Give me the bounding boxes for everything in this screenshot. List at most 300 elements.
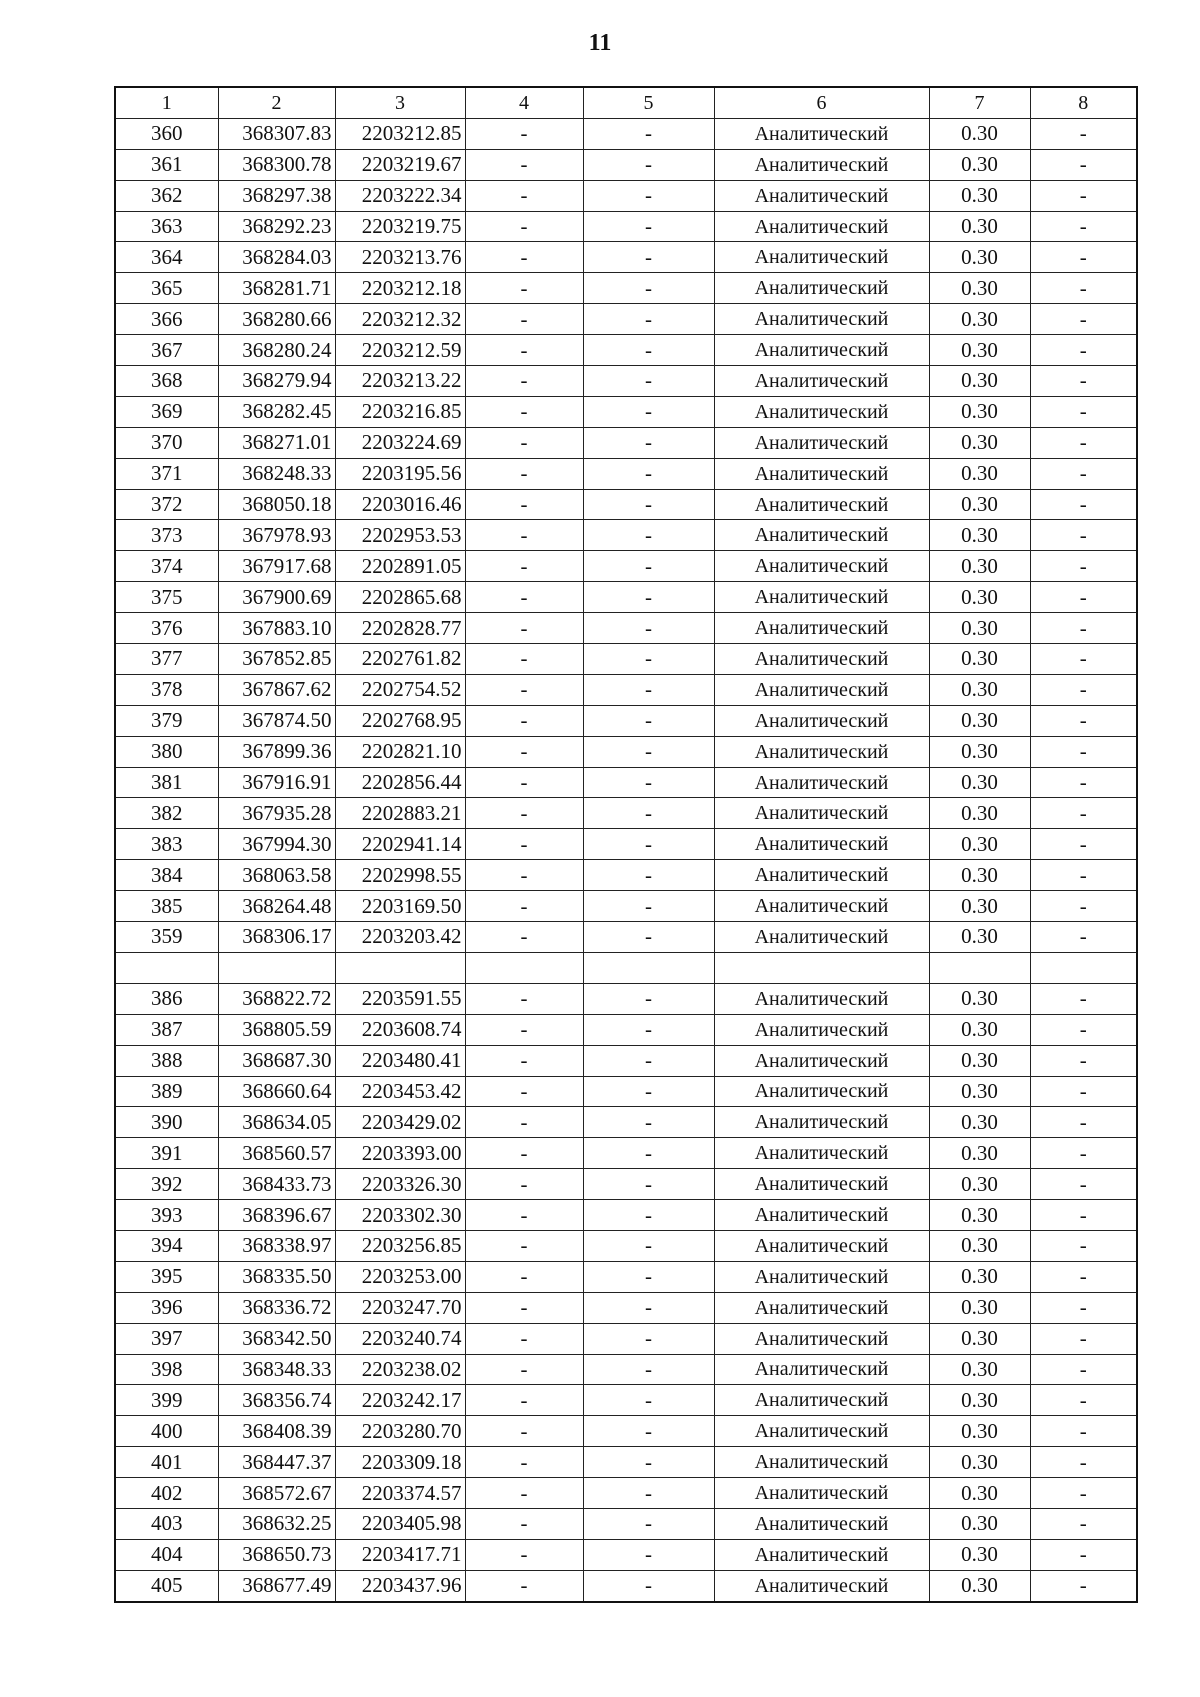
accuracy-cell: 0.30 <box>929 798 1030 829</box>
method-cell: Аналитический <box>714 1014 929 1045</box>
method-cell: Аналитический <box>714 1385 929 1416</box>
accuracy-cell: 0.30 <box>929 366 1030 397</box>
col4-cell: - <box>465 1261 583 1292</box>
table-row <box>115 458 1137 489</box>
table-row <box>115 1385 1137 1416</box>
y-coordinate-cell: 2203222.34 <box>335 180 465 211</box>
accuracy-cell: 0.30 <box>929 149 1030 180</box>
method-cell: Аналитический <box>714 1230 929 1261</box>
point-number-cell: 380 <box>115 736 218 767</box>
y-coordinate-cell: 2203437.96 <box>335 1570 465 1601</box>
method-cell: Аналитический <box>714 1323 929 1354</box>
table-row <box>115 242 1137 273</box>
page-number: 11 <box>588 30 612 56</box>
table-row <box>115 1014 1137 1045</box>
point-number-cell <box>115 952 218 983</box>
x-coordinate-cell: 368282.45 <box>218 396 335 427</box>
accuracy-cell: 0.30 <box>929 273 1030 304</box>
col8-cell: - <box>1030 1354 1137 1385</box>
col5-cell: - <box>583 860 714 891</box>
x-coordinate-cell: 368634.05 <box>218 1107 335 1138</box>
col5-cell: - <box>583 922 714 953</box>
col4-cell: - <box>465 798 583 829</box>
col8-cell: - <box>1030 922 1137 953</box>
x-coordinate-cell: 368560.57 <box>218 1138 335 1169</box>
col8-cell: - <box>1030 1138 1137 1169</box>
col5-cell <box>583 952 714 983</box>
point-number-cell: 388 <box>115 1045 218 1076</box>
point-number-cell: 379 <box>115 705 218 736</box>
point-number-cell: 392 <box>115 1169 218 1200</box>
col4-cell: - <box>465 644 583 675</box>
col5-cell: - <box>583 582 714 613</box>
method-cell: Аналитический <box>714 1447 929 1478</box>
table-row <box>115 1261 1137 1292</box>
y-coordinate-cell: 2202754.52 <box>335 674 465 705</box>
method-cell: Аналитический <box>714 1292 929 1323</box>
table-row <box>115 798 1137 829</box>
y-coordinate-cell: 2203280.70 <box>335 1416 465 1447</box>
table-row <box>115 983 1137 1014</box>
col5-cell: - <box>583 1354 714 1385</box>
col4-cell: - <box>465 458 583 489</box>
x-coordinate-cell: 368335.50 <box>218 1261 335 1292</box>
method-cell: Аналитический <box>714 118 929 149</box>
y-coordinate-cell: 2203256.85 <box>335 1230 465 1261</box>
x-coordinate-cell: 368300.78 <box>218 149 335 180</box>
col8-cell: - <box>1030 458 1137 489</box>
col4-cell: - <box>465 273 583 304</box>
y-coordinate-cell: 2202856.44 <box>335 767 465 798</box>
accuracy-cell: 0.30 <box>929 891 1030 922</box>
point-number-cell: 360 <box>115 118 218 149</box>
method-cell: Аналитический <box>714 922 929 953</box>
table-row <box>115 767 1137 798</box>
col5-cell: - <box>583 149 714 180</box>
method-cell: Аналитический <box>714 489 929 520</box>
x-coordinate-cell: 368297.38 <box>218 180 335 211</box>
table-row <box>115 1045 1137 1076</box>
col8-cell: - <box>1030 891 1137 922</box>
table-row <box>115 736 1137 767</box>
col8-cell: - <box>1030 242 1137 273</box>
point-number-cell: 386 <box>115 983 218 1014</box>
x-coordinate-cell: 367994.30 <box>218 829 335 860</box>
method-cell: Аналитический <box>714 1138 929 1169</box>
col8-cell: - <box>1030 211 1137 242</box>
col8-cell: - <box>1030 1045 1137 1076</box>
col8-cell: - <box>1030 1230 1137 1261</box>
column-header-1: 1 <box>115 87 218 118</box>
x-coordinate-cell: 367883.10 <box>218 613 335 644</box>
col8-cell: - <box>1030 829 1137 860</box>
col4-cell: - <box>465 1292 583 1323</box>
y-coordinate-cell: 2203591.55 <box>335 983 465 1014</box>
col4-cell: - <box>465 1385 583 1416</box>
x-coordinate-cell: 367852.85 <box>218 644 335 675</box>
accuracy-cell: 0.30 <box>929 304 1030 335</box>
x-coordinate-cell: 367916.91 <box>218 767 335 798</box>
col5-cell: - <box>583 489 714 520</box>
y-coordinate-cell: 2202828.77 <box>335 613 465 644</box>
table-row <box>115 922 1137 953</box>
table-row <box>115 1508 1137 1539</box>
col4-cell: - <box>465 304 583 335</box>
y-coordinate-cell: 2203242.17 <box>335 1385 465 1416</box>
column-header-6: 6 <box>714 87 929 118</box>
x-coordinate-cell: 368248.33 <box>218 458 335 489</box>
y-coordinate-cell: 2202883.21 <box>335 798 465 829</box>
x-coordinate-cell: 368650.73 <box>218 1539 335 1570</box>
accuracy-cell <box>929 952 1030 983</box>
point-number-cell: 397 <box>115 1323 218 1354</box>
point-number-cell: 373 <box>115 520 218 551</box>
col8-cell: - <box>1030 644 1137 675</box>
table-row <box>115 891 1137 922</box>
column-header-8: 8 <box>1030 87 1137 118</box>
y-coordinate-cell: 2203195.56 <box>335 458 465 489</box>
y-coordinate-cell: 2203608.74 <box>335 1014 465 1045</box>
col4-cell: - <box>465 891 583 922</box>
col5-cell: - <box>583 1045 714 1076</box>
col5-cell: - <box>583 118 714 149</box>
point-number-cell: 375 <box>115 582 218 613</box>
accuracy-cell: 0.30 <box>929 829 1030 860</box>
y-coordinate-cell: 2203480.41 <box>335 1045 465 1076</box>
method-cell: Аналитический <box>714 149 929 180</box>
table-row <box>115 1354 1137 1385</box>
col8-cell: - <box>1030 366 1137 397</box>
x-coordinate-cell: 368660.64 <box>218 1076 335 1107</box>
table-row <box>115 273 1137 304</box>
table-body <box>115 87 1137 1602</box>
table-row <box>115 1076 1137 1107</box>
accuracy-cell: 0.30 <box>929 1200 1030 1231</box>
col4-cell: - <box>465 335 583 366</box>
table-row <box>115 520 1137 551</box>
coordinates-table <box>114 86 1138 1603</box>
x-coordinate-cell: 367917.68 <box>218 551 335 582</box>
col5-cell: - <box>583 983 714 1014</box>
table-row <box>115 860 1137 891</box>
method-cell: Аналитический <box>714 242 929 273</box>
col4-cell: - <box>465 1107 583 1138</box>
x-coordinate-cell: 368822.72 <box>218 983 335 1014</box>
col8-cell: - <box>1030 273 1137 304</box>
point-number-cell: 371 <box>115 458 218 489</box>
x-coordinate-cell <box>218 952 335 983</box>
col5-cell: - <box>583 674 714 705</box>
table-row <box>115 1230 1137 1261</box>
point-number-cell: 401 <box>115 1447 218 1478</box>
col4-cell: - <box>465 860 583 891</box>
y-coordinate-cell: 2203203.42 <box>335 922 465 953</box>
table-row <box>115 211 1137 242</box>
point-number-cell: 393 <box>115 1200 218 1231</box>
table-row <box>115 1447 1137 1478</box>
point-number-cell: 362 <box>115 180 218 211</box>
method-cell: Аналитический <box>714 366 929 397</box>
point-number-cell: 384 <box>115 860 218 891</box>
col4-cell: - <box>465 1539 583 1570</box>
col4-cell: - <box>465 149 583 180</box>
col8-cell: - <box>1030 1292 1137 1323</box>
col4-cell: - <box>465 427 583 458</box>
x-coordinate-cell: 368281.71 <box>218 273 335 304</box>
x-coordinate-cell: 367935.28 <box>218 798 335 829</box>
col5-cell: - <box>583 1447 714 1478</box>
col4-cell: - <box>465 1478 583 1509</box>
col4-cell: - <box>465 366 583 397</box>
point-number-cell: 389 <box>115 1076 218 1107</box>
col8-cell: - <box>1030 1169 1137 1200</box>
col8-cell: - <box>1030 1478 1137 1509</box>
y-coordinate-cell: 2203224.69 <box>335 427 465 458</box>
accuracy-cell: 0.30 <box>929 1230 1030 1261</box>
point-number-cell: 395 <box>115 1261 218 1292</box>
accuracy-cell: 0.30 <box>929 458 1030 489</box>
method-cell: Аналитический <box>714 304 929 335</box>
col5-cell: - <box>583 1539 714 1570</box>
method-cell: Аналитический <box>714 520 929 551</box>
col5-cell: - <box>583 366 714 397</box>
col4-cell: - <box>465 1447 583 1478</box>
method-cell: Аналитический <box>714 798 929 829</box>
accuracy-cell: 0.30 <box>929 520 1030 551</box>
y-coordinate-cell: 2202891.05 <box>335 551 465 582</box>
col5-cell: - <box>583 1385 714 1416</box>
col8-cell: - <box>1030 674 1137 705</box>
col5-cell: - <box>583 180 714 211</box>
accuracy-cell: 0.30 <box>929 1292 1030 1323</box>
col4-cell: - <box>465 1323 583 1354</box>
col4-cell: - <box>465 613 583 644</box>
point-number-cell: 372 <box>115 489 218 520</box>
col5-cell: - <box>583 1261 714 1292</box>
method-cell: Аналитический <box>714 551 929 582</box>
col8-cell: - <box>1030 489 1137 520</box>
accuracy-cell: 0.30 <box>929 1076 1030 1107</box>
col8-cell: - <box>1030 860 1137 891</box>
y-coordinate-cell: 2203216.85 <box>335 396 465 427</box>
col8-cell: - <box>1030 1570 1137 1601</box>
col4-cell: - <box>465 582 583 613</box>
method-cell: Аналитический <box>714 736 929 767</box>
col8-cell: - <box>1030 1416 1137 1447</box>
col5-cell: - <box>583 242 714 273</box>
method-cell: Аналитический <box>714 1200 929 1231</box>
y-coordinate-cell: 2203374.57 <box>335 1478 465 1509</box>
column-header-2: 2 <box>218 87 335 118</box>
col5-cell: - <box>583 396 714 427</box>
col8-cell: - <box>1030 798 1137 829</box>
method-cell: Аналитический <box>714 705 929 736</box>
x-coordinate-cell: 368408.39 <box>218 1416 335 1447</box>
table-row <box>115 427 1137 458</box>
point-number-cell: 405 <box>115 1570 218 1601</box>
accuracy-cell: 0.30 <box>929 613 1030 644</box>
col4-cell: - <box>465 551 583 582</box>
point-number-cell: 374 <box>115 551 218 582</box>
point-number-cell: 400 <box>115 1416 218 1447</box>
col5-cell: - <box>583 551 714 582</box>
y-coordinate-cell: 2203393.00 <box>335 1138 465 1169</box>
accuracy-cell: 0.30 <box>929 242 1030 273</box>
accuracy-cell: 0.30 <box>929 1447 1030 1478</box>
col4-cell: - <box>465 1200 583 1231</box>
accuracy-cell: 0.30 <box>929 489 1030 520</box>
col5-cell: - <box>583 1014 714 1045</box>
method-cell: Аналитический <box>714 1416 929 1447</box>
y-coordinate-cell: 2203240.74 <box>335 1323 465 1354</box>
table-row <box>115 674 1137 705</box>
accuracy-cell: 0.30 <box>929 1107 1030 1138</box>
col4-cell: - <box>465 396 583 427</box>
point-number-cell: 390 <box>115 1107 218 1138</box>
y-coordinate-cell: 2202821.10 <box>335 736 465 767</box>
table-row <box>115 366 1137 397</box>
method-cell: Аналитический <box>714 644 929 675</box>
x-coordinate-cell: 368342.50 <box>218 1323 335 1354</box>
x-coordinate-cell: 368280.66 <box>218 304 335 335</box>
accuracy-cell: 0.30 <box>929 582 1030 613</box>
method-cell: Аналитический <box>714 1570 929 1601</box>
col8-cell: - <box>1030 983 1137 1014</box>
point-number-cell: 399 <box>115 1385 218 1416</box>
table-row <box>115 1539 1137 1570</box>
method-cell: Аналитический <box>714 1261 929 1292</box>
method-cell: Аналитический <box>714 1045 929 1076</box>
col4-cell: - <box>465 1014 583 1045</box>
col4-cell: - <box>465 180 583 211</box>
y-coordinate-cell: 2203309.18 <box>335 1447 465 1478</box>
y-coordinate-cell: 2203247.70 <box>335 1292 465 1323</box>
col4-cell: - <box>465 922 583 953</box>
y-coordinate-cell: 2203212.85 <box>335 118 465 149</box>
point-number-cell: 377 <box>115 644 218 675</box>
col5-cell: - <box>583 1138 714 1169</box>
y-coordinate-cell <box>335 952 465 983</box>
col4-cell: - <box>465 829 583 860</box>
table-row <box>115 1478 1137 1509</box>
col4-cell: - <box>465 1230 583 1261</box>
accuracy-cell: 0.30 <box>929 1539 1030 1570</box>
col4-cell <box>465 952 583 983</box>
col5-cell: - <box>583 1416 714 1447</box>
col8-cell: - <box>1030 613 1137 644</box>
col5-cell: - <box>583 1076 714 1107</box>
accuracy-cell: 0.30 <box>929 922 1030 953</box>
col8-cell: - <box>1030 335 1137 366</box>
point-number-cell: 402 <box>115 1478 218 1509</box>
col8-cell: - <box>1030 1323 1137 1354</box>
accuracy-cell: 0.30 <box>929 1570 1030 1601</box>
col5-cell: - <box>583 767 714 798</box>
col5-cell: - <box>583 458 714 489</box>
table-row <box>115 551 1137 582</box>
col8-cell: - <box>1030 180 1137 211</box>
y-coordinate-cell: 2203238.02 <box>335 1354 465 1385</box>
x-coordinate-cell: 368271.01 <box>218 427 335 458</box>
x-coordinate-cell: 367978.93 <box>218 520 335 551</box>
table-row <box>115 1107 1137 1138</box>
accuracy-cell: 0.30 <box>929 1416 1030 1447</box>
method-cell: Аналитический <box>714 674 929 705</box>
x-coordinate-cell: 368279.94 <box>218 366 335 397</box>
method-cell: Аналитический <box>714 1107 929 1138</box>
accuracy-cell: 0.30 <box>929 396 1030 427</box>
method-cell: Аналитический <box>714 427 929 458</box>
accuracy-cell: 0.30 <box>929 427 1030 458</box>
point-number-cell: 382 <box>115 798 218 829</box>
col8-cell: - <box>1030 1076 1137 1107</box>
table-row <box>115 489 1137 520</box>
table-row <box>115 180 1137 211</box>
x-coordinate-cell: 368396.67 <box>218 1200 335 1231</box>
point-number-cell: 366 <box>115 304 218 335</box>
col4-cell: - <box>465 1138 583 1169</box>
col8-cell: - <box>1030 767 1137 798</box>
col8-cell: - <box>1030 1014 1137 1045</box>
col8-cell: - <box>1030 1385 1137 1416</box>
x-coordinate-cell: 368264.48 <box>218 891 335 922</box>
accuracy-cell: 0.30 <box>929 767 1030 798</box>
col8-cell: - <box>1030 582 1137 613</box>
col8-cell: - <box>1030 304 1137 335</box>
x-coordinate-cell: 368677.49 <box>218 1570 335 1601</box>
accuracy-cell: 0.30 <box>929 211 1030 242</box>
point-number-cell: 387 <box>115 1014 218 1045</box>
table-row <box>115 149 1137 180</box>
point-number-cell: 365 <box>115 273 218 304</box>
column-header-5: 5 <box>583 87 714 118</box>
col4-cell: - <box>465 1354 583 1385</box>
y-coordinate-cell: 2203219.67 <box>335 149 465 180</box>
accuracy-cell: 0.30 <box>929 1045 1030 1076</box>
accuracy-cell: 0.30 <box>929 1508 1030 1539</box>
col5-cell: - <box>583 520 714 551</box>
accuracy-cell: 0.30 <box>929 1478 1030 1509</box>
col5-cell: - <box>583 273 714 304</box>
col8-cell: - <box>1030 1261 1137 1292</box>
point-number-cell: 359 <box>115 922 218 953</box>
y-coordinate-cell: 2203219.75 <box>335 211 465 242</box>
x-coordinate-cell: 367900.69 <box>218 582 335 613</box>
col5-cell: - <box>583 211 714 242</box>
point-number-cell: 378 <box>115 674 218 705</box>
col5-cell: - <box>583 644 714 675</box>
table-row <box>115 304 1137 335</box>
col5-cell: - <box>583 335 714 366</box>
method-cell: Аналитический <box>714 829 929 860</box>
x-coordinate-cell: 367867.62 <box>218 674 335 705</box>
accuracy-cell: 0.30 <box>929 1323 1030 1354</box>
y-coordinate-cell: 2203453.42 <box>335 1076 465 1107</box>
col8-cell: - <box>1030 427 1137 458</box>
method-cell: Аналитический <box>714 211 929 242</box>
method-cell: Аналитический <box>714 613 929 644</box>
col5-cell: - <box>583 736 714 767</box>
y-coordinate-cell: 2202761.82 <box>335 644 465 675</box>
accuracy-cell: 0.30 <box>929 983 1030 1014</box>
method-cell: Аналитический <box>714 1169 929 1200</box>
table-row <box>115 118 1137 149</box>
col8-cell: - <box>1030 1539 1137 1570</box>
col8-cell <box>1030 952 1137 983</box>
x-coordinate-cell: 368433.73 <box>218 1169 335 1200</box>
col4-cell: - <box>465 983 583 1014</box>
method-cell: Аналитический <box>714 1354 929 1385</box>
